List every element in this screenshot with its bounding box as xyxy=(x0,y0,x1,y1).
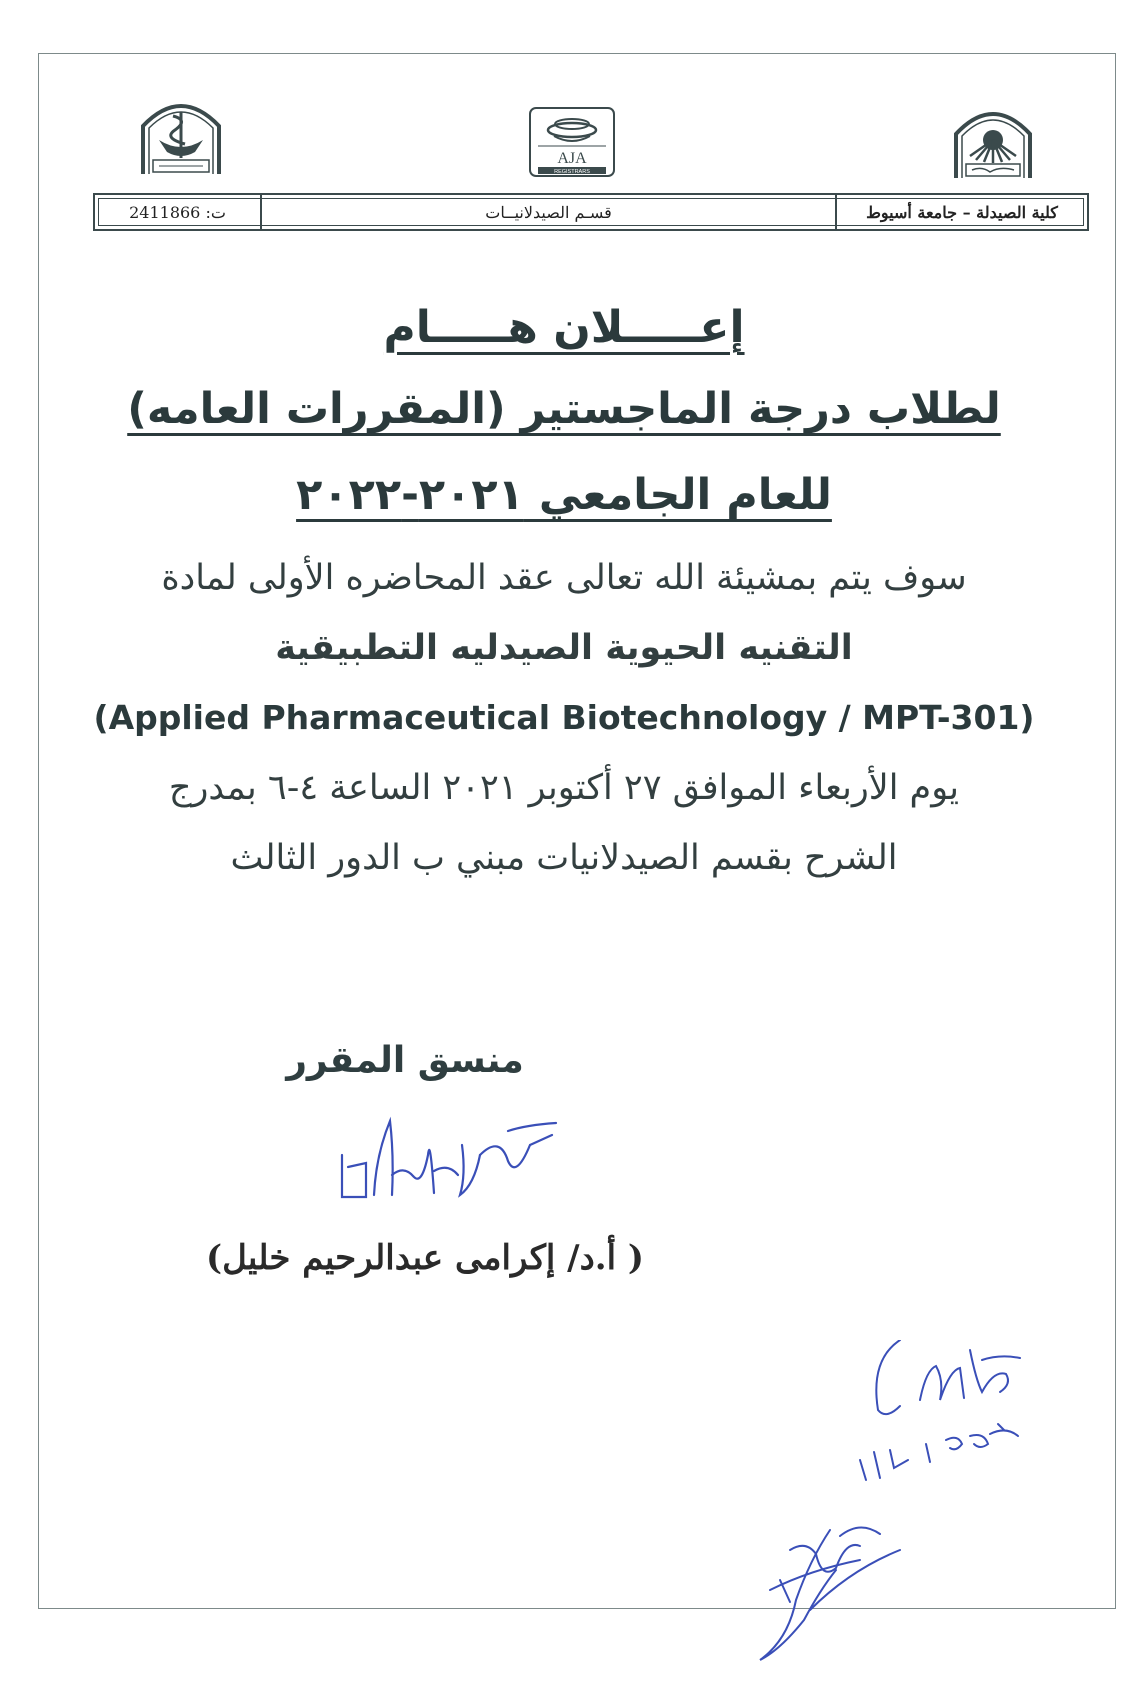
course-name-arabic: التقنيه الحيوية الصيدليه التطبيقية xyxy=(275,628,853,668)
aja-logo-subtext: REGISTRARS xyxy=(554,169,590,175)
header-faculty: كلية الصيدلة – جامعة أسيوط xyxy=(866,202,1058,222)
academic-year xyxy=(0,470,1128,520)
body-line-3: الشرح بقسم الصيدلانيات مبني ب الدور الثالث xyxy=(230,838,898,878)
announcement-title-text: إعـــــلان هـــــام xyxy=(383,302,745,353)
signatory-name: ( أ.د/ إكرامى عبدالرحيم خليل) xyxy=(206,1238,644,1278)
handwritten-note xyxy=(750,1340,1070,1680)
assiut-university-logo xyxy=(950,100,1036,180)
faculty-of-pharmacy-logo xyxy=(135,92,227,180)
announcement-title xyxy=(0,302,1128,353)
aja-logo-text: AJA xyxy=(557,150,587,167)
aja-registrars-logo xyxy=(528,106,616,178)
coordinator-title: منسق المقرر xyxy=(286,1040,524,1081)
handwritten-signature xyxy=(330,1115,560,1205)
body-line-2: يوم الأربعاء الموافق ٢٧ أكتوبر ٢٠٢١ الساعة ٤-٦ بمدرج xyxy=(168,768,960,808)
header-department: قسـم الصيدلانيــات xyxy=(262,195,837,229)
academic-year-text: للعام الجامعي ٢٠٢١-٢٠٢٢ xyxy=(296,470,832,520)
header-info-bar xyxy=(93,193,1089,231)
course-name-english: (Applied Pharmaceutical Biotechnology / MPT-301) xyxy=(93,698,1035,737)
body-line-1: سوف يتم بمشيئة الله تعالى عقد المحاضره الأولى لمادة xyxy=(161,558,967,598)
announcement-subtitle-text: لطلاب درجة الماجستير (المقررات العامه) xyxy=(127,384,1001,434)
announcement-subtitle xyxy=(0,384,1128,434)
header-phone: ت: 2411866 xyxy=(95,195,262,229)
